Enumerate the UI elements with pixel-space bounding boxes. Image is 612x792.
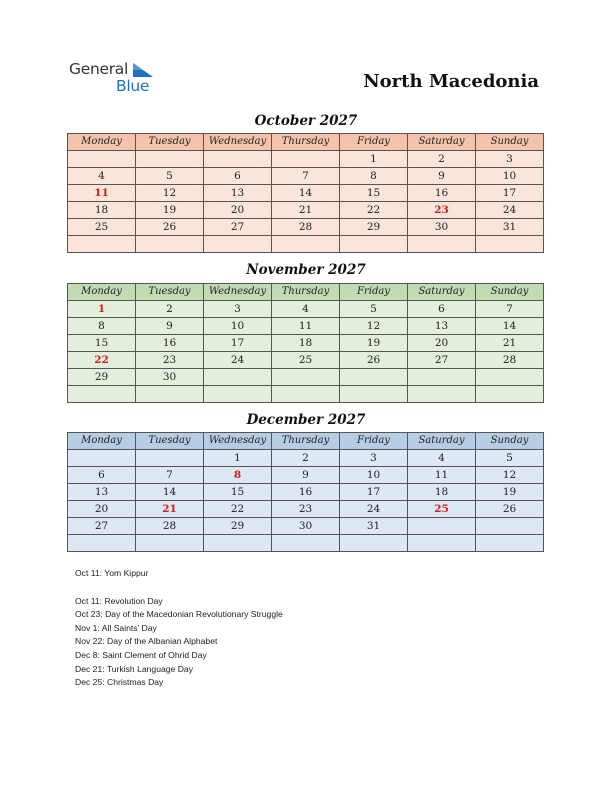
empty-day-cell xyxy=(272,369,340,386)
empty-day-cell xyxy=(272,386,340,403)
empty-day-cell xyxy=(272,151,340,168)
empty-day-cell xyxy=(272,535,340,552)
weekday-header: Tuesday xyxy=(136,134,204,151)
day-cell: 8 xyxy=(204,467,272,484)
month-title-october: October 2027 xyxy=(254,113,358,129)
weekday-header-row xyxy=(68,433,544,450)
empty-day-cell xyxy=(476,535,544,552)
day-cell: 24 xyxy=(204,352,272,369)
empty-day-cell xyxy=(136,535,204,552)
weekday-header: Friday xyxy=(340,284,408,301)
day-cell: 10 xyxy=(204,318,272,335)
empty-day-cell xyxy=(68,151,136,168)
empty-day-cell xyxy=(408,518,476,535)
day-cell: 6 xyxy=(408,301,476,318)
week-row xyxy=(68,335,544,352)
day-cell: 15 xyxy=(68,335,136,352)
week-row xyxy=(68,386,544,403)
holiday-notes xyxy=(75,567,283,690)
day-cell: 23 xyxy=(408,202,476,219)
week-row xyxy=(68,352,544,369)
week-row xyxy=(68,185,544,202)
calendar-november xyxy=(67,283,544,403)
day-cell: 1 xyxy=(340,151,408,168)
weekday-header: Sunday xyxy=(476,284,544,301)
week-row xyxy=(68,501,544,518)
day-cell: 7 xyxy=(272,168,340,185)
day-cell: 27 xyxy=(68,518,136,535)
empty-day-cell xyxy=(408,236,476,253)
day-cell: 24 xyxy=(340,501,408,518)
week-row xyxy=(68,151,544,168)
day-cell: 24 xyxy=(476,202,544,219)
day-cell: 29 xyxy=(204,518,272,535)
week-row xyxy=(68,202,544,219)
day-cell: 21 xyxy=(272,202,340,219)
empty-day-cell xyxy=(476,236,544,253)
day-cell: 9 xyxy=(272,467,340,484)
day-cell: 2 xyxy=(408,151,476,168)
day-cell: 7 xyxy=(136,467,204,484)
day-cell: 16 xyxy=(272,484,340,501)
empty-day-cell xyxy=(476,386,544,403)
empty-day-cell xyxy=(340,535,408,552)
empty-day-cell xyxy=(408,535,476,552)
day-cell: 9 xyxy=(408,168,476,185)
logo-flag-icon xyxy=(133,63,153,77)
day-cell: 5 xyxy=(136,168,204,185)
day-cell: 25 xyxy=(68,219,136,236)
day-cell: 6 xyxy=(68,467,136,484)
holiday-note: Dec 25: Christmas Day xyxy=(75,677,164,688)
holiday-note: Oct 11: Revolution Day xyxy=(75,595,163,606)
week-row xyxy=(68,535,544,552)
day-cell: 13 xyxy=(408,318,476,335)
empty-day-cell xyxy=(476,518,544,535)
day-cell: 16 xyxy=(136,335,204,352)
holiday-note: Nov 22: Day of the Albanian Alphabet xyxy=(75,636,218,647)
day-cell: 8 xyxy=(68,318,136,335)
empty-day-cell xyxy=(408,369,476,386)
weekday-header: Wednesday xyxy=(204,433,272,450)
weekday-header: Wednesday xyxy=(204,284,272,301)
logo-word-general: General xyxy=(69,60,128,78)
empty-day-cell xyxy=(68,236,136,253)
day-cell: 14 xyxy=(476,318,544,335)
day-cell: 26 xyxy=(340,352,408,369)
day-cell: 5 xyxy=(476,450,544,467)
day-cell: 17 xyxy=(476,185,544,202)
empty-day-cell xyxy=(272,236,340,253)
day-cell: 14 xyxy=(272,185,340,202)
day-cell: 2 xyxy=(272,450,340,467)
weekday-header: Friday xyxy=(340,134,408,151)
weekday-header: Friday xyxy=(340,433,408,450)
day-cell: 31 xyxy=(476,219,544,236)
week-row xyxy=(68,219,544,236)
day-cell: 19 xyxy=(136,202,204,219)
week-row xyxy=(68,467,544,484)
day-cell: 11 xyxy=(272,318,340,335)
day-cell: 30 xyxy=(272,518,340,535)
week-row xyxy=(68,236,544,253)
day-cell: 3 xyxy=(204,301,272,318)
empty-day-cell xyxy=(204,236,272,253)
day-cell: 3 xyxy=(476,151,544,168)
week-row xyxy=(68,168,544,185)
weekday-header: Saturday xyxy=(408,284,476,301)
day-cell: 29 xyxy=(68,369,136,386)
calendar-october xyxy=(67,133,544,253)
day-cell: 1 xyxy=(204,450,272,467)
weekday-header: Thursday xyxy=(272,134,340,151)
day-cell: 4 xyxy=(272,301,340,318)
day-cell: 16 xyxy=(408,185,476,202)
day-cell: 12 xyxy=(476,467,544,484)
notes-spacer xyxy=(75,581,283,595)
day-cell: 12 xyxy=(340,318,408,335)
day-cell: 23 xyxy=(272,501,340,518)
empty-day-cell xyxy=(136,236,204,253)
day-cell: 18 xyxy=(408,484,476,501)
day-cell: 15 xyxy=(204,484,272,501)
empty-day-cell xyxy=(68,535,136,552)
empty-day-cell xyxy=(204,535,272,552)
holiday-note: Oct 23: Day of the Macedonian Revolutionary Struggle xyxy=(75,609,283,620)
week-row xyxy=(68,518,544,535)
day-cell: 10 xyxy=(476,168,544,185)
day-cell: 7 xyxy=(476,301,544,318)
week-row xyxy=(68,318,544,335)
day-cell: 26 xyxy=(136,219,204,236)
day-cell: 29 xyxy=(340,219,408,236)
day-cell: 11 xyxy=(408,467,476,484)
day-cell: 20 xyxy=(204,202,272,219)
weekday-header: Thursday xyxy=(272,433,340,450)
day-cell: 15 xyxy=(340,185,408,202)
holiday-note: Dec 21: Turkish Language Day xyxy=(75,663,193,674)
empty-day-cell xyxy=(136,151,204,168)
day-cell: 22 xyxy=(68,352,136,369)
day-cell: 13 xyxy=(68,484,136,501)
logo-word-blue: Blue xyxy=(116,77,150,95)
weekday-header-row xyxy=(68,284,544,301)
country-title: North Macedonia xyxy=(363,71,539,92)
weekday-header: Wednesday xyxy=(204,134,272,151)
day-cell: 27 xyxy=(408,352,476,369)
day-cell: 11 xyxy=(68,185,136,202)
day-cell: 19 xyxy=(476,484,544,501)
day-cell: 23 xyxy=(136,352,204,369)
empty-day-cell xyxy=(408,386,476,403)
day-cell: 8 xyxy=(340,168,408,185)
day-cell: 27 xyxy=(204,219,272,236)
day-cell: 30 xyxy=(408,219,476,236)
calendar-december xyxy=(67,432,544,552)
holiday-note: Nov 1: All Saints’ Day xyxy=(75,622,157,633)
day-cell: 31 xyxy=(340,518,408,535)
weekday-header: Tuesday xyxy=(136,433,204,450)
day-cell: 28 xyxy=(476,352,544,369)
weekday-header: Thursday xyxy=(272,284,340,301)
day-cell: 21 xyxy=(136,501,204,518)
empty-day-cell xyxy=(204,369,272,386)
day-cell: 4 xyxy=(408,450,476,467)
empty-day-cell xyxy=(340,369,408,386)
generalblue-logo xyxy=(69,60,169,96)
week-row xyxy=(68,484,544,501)
day-cell: 3 xyxy=(340,450,408,467)
empty-day-cell xyxy=(340,386,408,403)
empty-day-cell xyxy=(340,236,408,253)
day-cell: 9 xyxy=(136,318,204,335)
empty-day-cell xyxy=(136,450,204,467)
day-cell: 22 xyxy=(340,202,408,219)
day-cell: 26 xyxy=(476,501,544,518)
day-cell: 30 xyxy=(136,369,204,386)
day-cell: 12 xyxy=(136,185,204,202)
day-cell: 18 xyxy=(272,335,340,352)
weekday-header: Monday xyxy=(68,134,136,151)
empty-day-cell xyxy=(136,386,204,403)
weekday-header: Monday xyxy=(68,433,136,450)
day-cell: 13 xyxy=(204,185,272,202)
day-cell: 1 xyxy=(68,301,136,318)
weekday-header: Saturday xyxy=(408,433,476,450)
empty-day-cell xyxy=(68,450,136,467)
holiday-note: Oct 11: Yom Kippur xyxy=(75,568,149,578)
day-cell: 17 xyxy=(204,335,272,352)
weekday-header: Saturday xyxy=(408,134,476,151)
day-cell: 18 xyxy=(68,202,136,219)
day-cell: 4 xyxy=(68,168,136,185)
month-title-november: November 2027 xyxy=(246,262,366,278)
day-cell: 25 xyxy=(272,352,340,369)
day-cell: 19 xyxy=(340,335,408,352)
day-cell: 28 xyxy=(136,518,204,535)
day-cell: 14 xyxy=(136,484,204,501)
day-cell: 25 xyxy=(408,501,476,518)
week-row xyxy=(68,369,544,386)
week-row xyxy=(68,301,544,318)
weekday-header: Tuesday xyxy=(136,284,204,301)
week-row xyxy=(68,450,544,467)
weekday-header-row xyxy=(68,134,544,151)
weekday-header: Sunday xyxy=(476,134,544,151)
day-cell: 2 xyxy=(136,301,204,318)
day-cell: 20 xyxy=(68,501,136,518)
day-cell: 5 xyxy=(340,301,408,318)
month-title-december: December 2027 xyxy=(246,412,366,428)
empty-day-cell xyxy=(204,386,272,403)
day-cell: 6 xyxy=(204,168,272,185)
empty-day-cell xyxy=(204,151,272,168)
holiday-note: Dec 8: Saint Clement of Ohrid Day xyxy=(75,649,207,660)
day-cell: 22 xyxy=(204,501,272,518)
day-cell: 28 xyxy=(272,219,340,236)
weekday-header: Monday xyxy=(68,284,136,301)
day-cell: 17 xyxy=(340,484,408,501)
empty-day-cell xyxy=(68,386,136,403)
day-cell: 20 xyxy=(408,335,476,352)
day-cell: 10 xyxy=(340,467,408,484)
day-cell: 21 xyxy=(476,335,544,352)
empty-day-cell xyxy=(476,369,544,386)
weekday-header: Sunday xyxy=(476,433,544,450)
